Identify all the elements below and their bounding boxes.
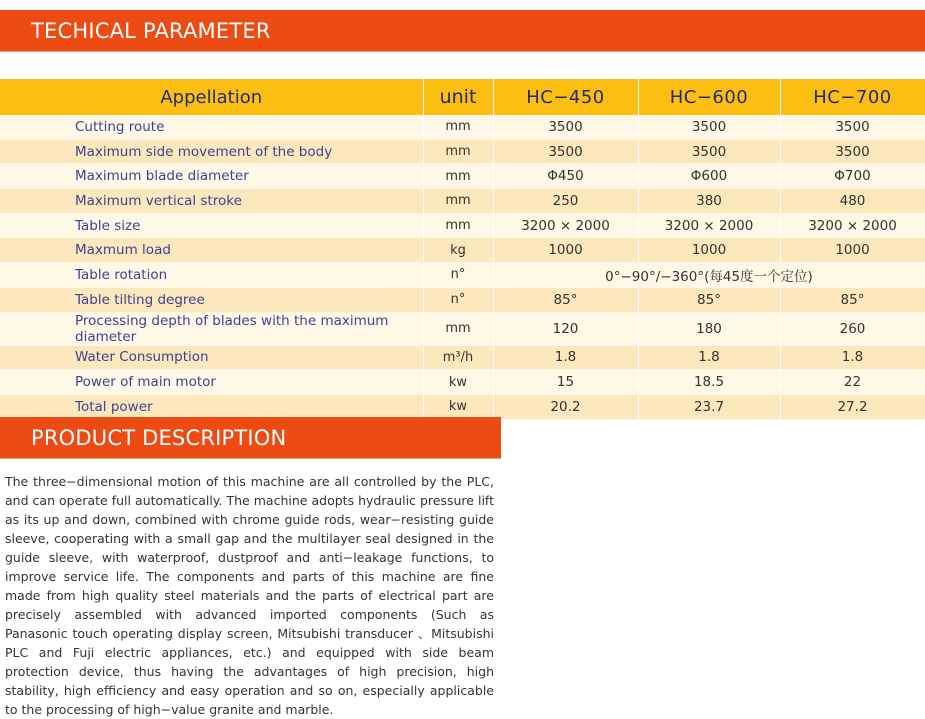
parameter-value-hc700: 480 bbox=[780, 189, 925, 214]
table-row bbox=[0, 345, 925, 370]
table-row bbox=[0, 189, 925, 214]
parameter-unit: kw bbox=[423, 394, 493, 419]
parameter-value-hc700: 22 bbox=[780, 370, 925, 395]
parameter-unit: n° bbox=[423, 287, 493, 312]
table-row bbox=[0, 263, 925, 288]
parameter-name: Table size bbox=[0, 213, 423, 238]
parameter-value-all-models: 0°−90°/−360°(每45度一个定位) bbox=[493, 263, 925, 288]
parameter-name: Maximum side movement of the body bbox=[0, 139, 423, 164]
parameter-value-hc600: 3500 bbox=[638, 115, 780, 139]
parameter-value-hc450: 1.8 bbox=[493, 345, 638, 370]
parameter-table bbox=[0, 79, 925, 420]
header-unit: unit bbox=[423, 79, 493, 115]
parameter-unit: mm bbox=[423, 139, 493, 164]
parameter-value-hc600: 1.8 bbox=[638, 345, 780, 370]
parameter-unit: m³/h bbox=[423, 345, 493, 370]
parameter-value-hc700: 3500 bbox=[780, 115, 925, 139]
table-row bbox=[0, 370, 925, 395]
parameter-unit: mm bbox=[423, 213, 493, 238]
parameter-name: Maxmum load bbox=[0, 238, 423, 263]
parameter-value-hc450: 3500 bbox=[493, 115, 638, 139]
parameter-value-hc700: 3500 bbox=[780, 139, 925, 164]
parameter-value-hc450: 20.2 bbox=[493, 394, 638, 419]
parameter-name: Power of main motor bbox=[0, 370, 423, 395]
parameter-name: Processing depth of blades with the maximum diameter bbox=[0, 312, 423, 345]
parameter-value-hc450: 3500 bbox=[493, 139, 638, 164]
parameter-value-hc600: 23.7 bbox=[638, 394, 780, 419]
parameter-name: Total power bbox=[0, 394, 423, 419]
table-row bbox=[0, 287, 925, 312]
parameter-value-hc600: 3500 bbox=[638, 139, 780, 164]
parameter-value-hc600: 1000 bbox=[638, 238, 780, 263]
parameter-value-hc700: 1.8 bbox=[780, 345, 925, 370]
parameter-unit: mm bbox=[423, 164, 493, 189]
parameter-value-hc600: 85° bbox=[638, 287, 780, 312]
parameter-value-hc600: 18.5 bbox=[638, 370, 780, 395]
parameter-value-hc450: 120 bbox=[493, 312, 638, 345]
parameter-unit: mm bbox=[423, 312, 493, 345]
technical-parameter-banner bbox=[0, 10, 925, 52]
parameter-name: Maximum vertical stroke bbox=[0, 189, 423, 214]
product-description-text: The three−dimensional motion of this machine are all controlled by the PLC, and can operate full automatically. The machine adopts hydraulic pressure lift as its up and down, combined with chrome guide rods, wear−resisting guide sleeve, cooperating with a small gap and the multilayer seal designed in the guide sleeve, with waterproof, dustproof and anti−leakage functions, to improve service life. The components and parts of this machine are fine made from high quality steel materials and the parts of electrical part are precisely assembled with advanced imported components (Such as Panasonic touch operating display screen, Mitsubishi transducer 、Mitsubishi PLC and Fuji electric appliances, etc.) and equipped with side beam protection device, thus having the advantages of high precision, high stability, high efficiency and easy operation and so on, especially applicable to the processing of high−value granite and marble. bbox=[5, 474, 494, 717]
parameter-value-hc700: 1000 bbox=[780, 238, 925, 263]
parameter-name: Cutting route bbox=[0, 115, 423, 139]
header-model-hc450: HC−450 bbox=[493, 79, 638, 115]
table-row bbox=[0, 238, 925, 263]
parameter-value-hc450: 1000 bbox=[493, 238, 638, 263]
parameter-value-hc700: 85° bbox=[780, 287, 925, 312]
parameter-name: Table tilting degree bbox=[0, 287, 423, 312]
parameter-value-hc700: 260 bbox=[780, 312, 925, 345]
table-row bbox=[0, 312, 925, 345]
parameter-value-hc450: 250 bbox=[493, 189, 638, 214]
parameter-value-hc450: 85° bbox=[493, 287, 638, 312]
header-model-hc700: HC−700 bbox=[780, 79, 925, 115]
parameter-value-hc600: 180 bbox=[638, 312, 780, 345]
parameter-name: Water Consumption bbox=[0, 345, 423, 370]
table-row bbox=[0, 115, 925, 139]
parameter-unit: n° bbox=[423, 263, 493, 288]
parameter-name: Table rotation bbox=[0, 263, 423, 288]
parameter-value-hc450: 15 bbox=[493, 370, 638, 395]
product-description-title: PRODUCT DESCRIPTION bbox=[31, 425, 287, 450]
parameter-unit: kw bbox=[423, 370, 493, 395]
parameter-value-hc600: 3200 × 2000 bbox=[638, 213, 780, 238]
parameter-table-body bbox=[0, 115, 925, 419]
product-description-banner bbox=[0, 417, 501, 459]
table-row bbox=[0, 213, 925, 238]
parameter-name: Maximum blade diameter bbox=[0, 164, 423, 189]
table-row bbox=[0, 164, 925, 189]
parameter-value-hc600: Φ600 bbox=[638, 164, 780, 189]
parameter-unit: mm bbox=[423, 115, 493, 139]
parameter-unit: mm bbox=[423, 189, 493, 214]
parameter-value-hc700: 27.2 bbox=[780, 394, 925, 419]
parameter-value-hc450: 3200 × 2000 bbox=[493, 213, 638, 238]
table-header-row bbox=[0, 79, 925, 115]
parameter-value-hc600: 380 bbox=[638, 189, 780, 214]
header-appellation: Appellation bbox=[0, 79, 423, 115]
technical-parameter-title: TECHICAL PARAMETER bbox=[31, 18, 271, 43]
parameter-unit: kg bbox=[423, 238, 493, 263]
parameter-value-hc700: Φ700 bbox=[780, 164, 925, 189]
parameter-value-hc450: Φ450 bbox=[493, 164, 638, 189]
table-row bbox=[0, 139, 925, 164]
header-model-hc600: HC−600 bbox=[638, 79, 780, 115]
parameter-value-hc700: 3200 × 2000 bbox=[780, 213, 925, 238]
table-row bbox=[0, 394, 925, 419]
